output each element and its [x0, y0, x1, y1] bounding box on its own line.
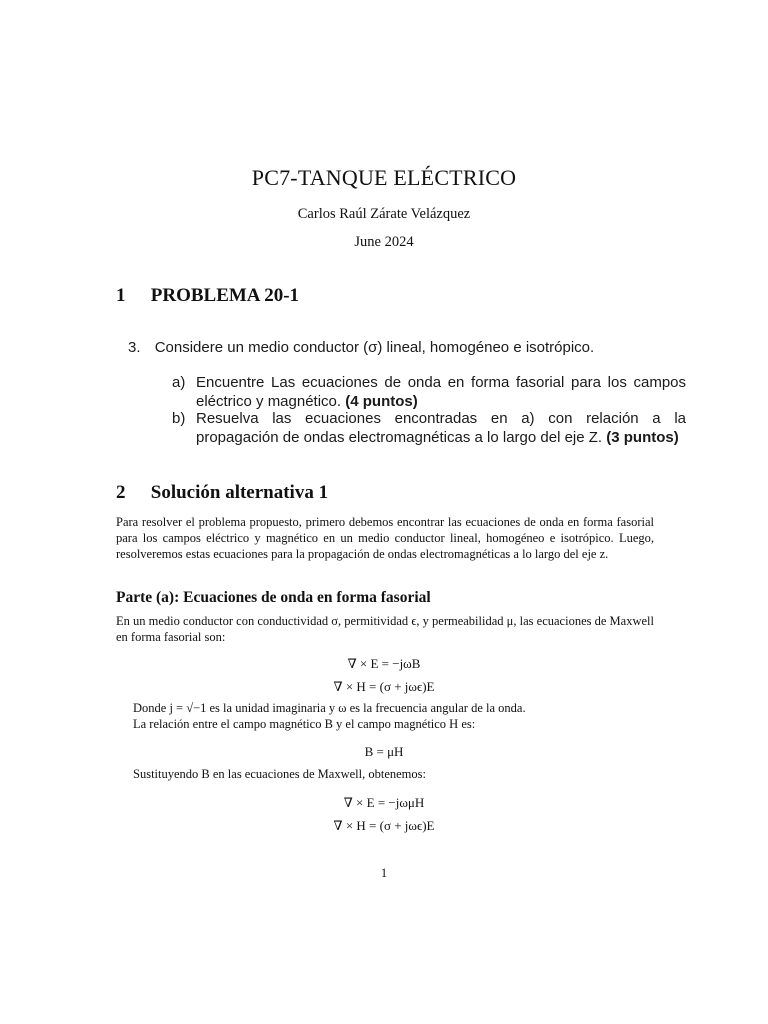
page-number: 1 — [380, 866, 388, 880]
equation-constitutive: B = μH — [364, 744, 404, 759]
subsection-a-heading: Parte (a): Ecuaciones de onda en forma fasorial — [116, 589, 431, 606]
problem-item — [128, 339, 594, 356]
relacion-line: La relación entre el campo magnético B y el campo magnético H es: — [133, 717, 476, 731]
author-name: Carlos Raúl Zárate Velázquez — [297, 206, 471, 222]
problem-part-b-points: (3 puntos) — [606, 429, 679, 446]
section-1-heading — [116, 285, 299, 307]
section-2-heading — [116, 482, 328, 504]
problem-part-a-body — [196, 373, 686, 411]
section-1-title: PROBLEMA 20-1 — [150, 285, 300, 306]
problem-item-text: Considere un medio conductor (σ) lineal, homogéneo e isotrópico. — [154, 339, 595, 356]
maxwell-intro-paragraph: En un medio conductor con conductividad σ, permitividad ϵ, y permeabilidad μ, las ecuaciones de Maxwell en forma fasorial son: — [116, 614, 654, 644]
document-date: June 2024 — [354, 234, 414, 250]
document-title: PC7-TANQUE ELÉCTRICO — [251, 165, 517, 190]
equation-faraday-substituted: ∇ × E = −jωμH — [343, 795, 425, 810]
section-1-number: 1 — [116, 285, 126, 306]
problem-part-b — [172, 409, 686, 449]
intro-paragraph: Para resolver el problema propuesto, primero debemos encontrar las ecuaciones de onda en forma fasorial para los campos eléctrico y magnético en un medio conductor lineal, homogéneo e isotrópico. Luego, resolveremos estas ecuaciones para la propagación de ondas electromagnéticas a lo largo del eje z. — [116, 515, 654, 561]
section-2-number: 2 — [116, 482, 126, 503]
problem-part-a-label: a) — [172, 374, 186, 391]
problem-part-a-text: Encuentre Las ecuaciones de onda en forma fasorial para los campos eléctrico y magnético. — [196, 374, 686, 410]
donde-line: Donde j = √−1 es la unidad imaginaria y ω es la frecuencia angular de la onda. — [133, 701, 526, 715]
equation-faraday: ∇ × E = −jωB — [347, 656, 421, 671]
problem-part-b-body — [196, 409, 686, 447]
section-2-title: Solución alternativa 1 — [150, 482, 329, 503]
equation-ampere-substituted: ∇ × H = (σ + jωϵ)E — [333, 818, 435, 833]
sustituyendo-line: Sustituyendo B en las ecuaciones de Maxwell, obtenemos: — [133, 767, 426, 781]
problem-part-b-label: b) — [172, 410, 186, 427]
problem-item-number: 3. — [128, 339, 141, 356]
problem-part-b-text: Resuelva las ecuaciones encontradas en a) con relación a la propagación de ondas electromagnéticas a lo largo del eje Z. — [196, 410, 686, 446]
equation-ampere: ∇ × H = (σ + jωϵ)E — [333, 679, 435, 694]
problem-part-a-points: (4 puntos) — [345, 393, 418, 410]
problem-part-a — [172, 373, 686, 413]
